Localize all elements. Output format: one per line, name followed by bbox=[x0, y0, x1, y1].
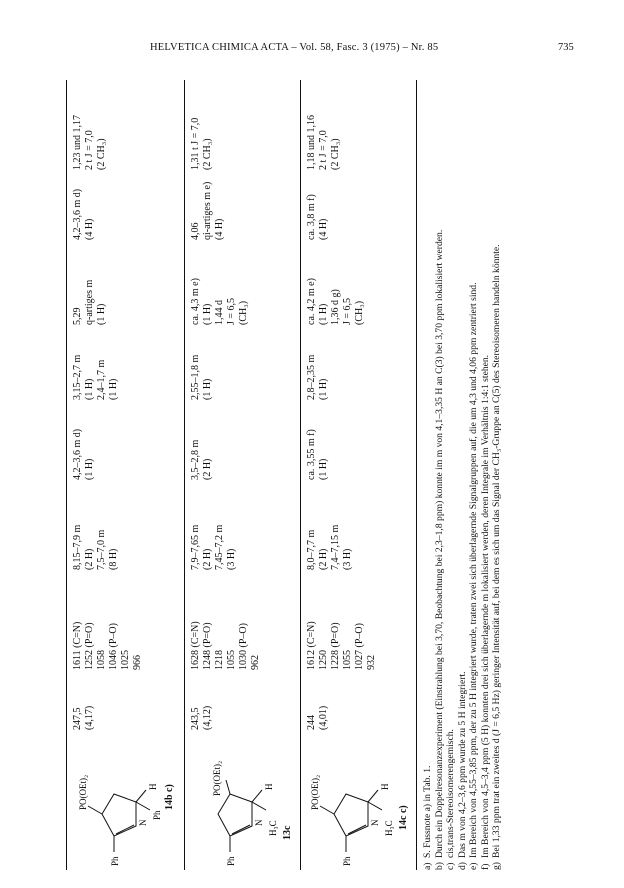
ir-cell: 1612 (C=N) 1250 1228 (P=O) 1055 1027 (P–O) 932 bbox=[306, 621, 377, 670]
nmr-col-e: 1,18 und 1,16 2 t J = 7,0 (2 CH₃) bbox=[306, 115, 341, 170]
svg-text:H: H bbox=[264, 783, 274, 790]
footnote-item: g)Bei 1,33 ppm trat ein zweites d (J = 6,5 Hz) geringer Intensität auf, bei dem es sich um das Signal der CH₃-Gruppe an C(5) des Stereoisomeren handeln könnte. bbox=[491, 244, 502, 870]
nmr-col-e: 1,31 t J = 7,0 (2 CH₃) bbox=[190, 117, 213, 170]
svg-text:Ph: Ph bbox=[342, 856, 352, 866]
aromatic-cell: 8,15–7,9 m (2 H) 7,5–7,0 m (8 H) bbox=[72, 524, 119, 570]
nmr-col-e: 1,23 und 1,17 2 t J = 7,0 (2 CH₃) bbox=[72, 115, 107, 170]
nmr-col-b: 2,55–1,8 m (1 H) bbox=[190, 354, 213, 400]
rotated-table-page bbox=[60, 80, 500, 870]
compound-label: 14b c) bbox=[164, 784, 175, 810]
nmr-col-d: 4,06 qi-artiges m e) (4 H) bbox=[190, 181, 225, 240]
nmr-col-c: ca. 4,2 m e) (1 H) 1,36 d g) J = 6,5 (CH₃) bbox=[306, 278, 365, 325]
svg-text:H: H bbox=[148, 783, 158, 790]
svg-text:H: H bbox=[380, 783, 390, 790]
svg-text:PO(OEt)₂: PO(OEt)₂ bbox=[310, 774, 320, 810]
svg-text:PO(OEt)₂: PO(OEt)₂ bbox=[212, 760, 222, 796]
page-number: 735 bbox=[558, 42, 574, 53]
nmr-col-c: ca. 4,3 m e) (1 H) 1,44 d J = 6,5 (CH₃) bbox=[190, 278, 249, 325]
footnote-item: c)cis,trans-Stereoisomerengemisch. bbox=[445, 729, 456, 870]
ir-cell: 1628 (C=N) 1248 (P=O) 1218 1055 1030 (P–O) 962 bbox=[190, 621, 261, 670]
svg-text:N: N bbox=[254, 819, 264, 826]
aromatic-cell: 7,9–7,65 m (2 H) 7,45–7,2 m (3 H) bbox=[190, 524, 237, 570]
footnotes bbox=[422, 80, 503, 870]
svg-text:N: N bbox=[370, 819, 380, 826]
structure-14c bbox=[306, 746, 412, 866]
row-rule bbox=[184, 80, 185, 870]
nmr-col-d: ca. 3,8 m f) (4 H) bbox=[306, 194, 329, 240]
table-bottom-rule bbox=[416, 80, 417, 870]
svg-text:Ph: Ph bbox=[226, 856, 236, 866]
nmr-col-b: 3,15–2,7 m (1 H) 2,4–1,7 m (1 H) bbox=[72, 354, 119, 400]
compound-label: 13c bbox=[282, 825, 293, 840]
svg-text:Ph: Ph bbox=[152, 810, 162, 820]
svg-text:H₃C: H₃C bbox=[384, 820, 394, 836]
table-top-rule bbox=[66, 80, 67, 870]
svg-text:N: N bbox=[138, 819, 148, 826]
nmr-col-b: 2,8–2,35 m (1 H) bbox=[306, 354, 329, 400]
nmr-col-c: 5,29 q-artiges m (1 H) bbox=[72, 279, 107, 325]
nmr-col-a: 3,5–2,8 m (2 H) bbox=[190, 439, 213, 480]
mass-cell: 243,5 (4,12) bbox=[190, 705, 213, 730]
mass-cell: 244 (4,01) bbox=[306, 705, 329, 730]
running-header bbox=[0, 40, 624, 60]
footnote-item: d)Das m von 4,2–3,6 ppm wurde zu 5 H integriert. bbox=[456, 671, 468, 870]
footnote-item: a)S. Fussnote a) in Tab. 1. bbox=[422, 765, 433, 870]
svg-text:H₃C: H₃C bbox=[268, 820, 278, 836]
structure-13c bbox=[190, 746, 296, 866]
nmr-col-d: 4,2–3,6 m d) (4 H) bbox=[72, 188, 95, 240]
aromatic-cell: 8,0–7,7 m (2 H) 7,4–7,15 m (3 H) bbox=[306, 524, 353, 570]
footnote-item: f)Im Bereich von 4,5–3,4 ppm (5 H) konnten drei sich überlagernde m lokalisiert werden, deren Integrale im Verhältnis 1:4:1 stehen. bbox=[479, 354, 491, 870]
row-rule bbox=[300, 80, 301, 870]
mass-cell: 247,5 (4,17) bbox=[72, 705, 95, 730]
ir-cell: 1611 (C=N) 1252 (P=O) 1058 1046 (P–O) 1025 966 bbox=[72, 621, 143, 670]
compound-label: 14c c) bbox=[398, 805, 409, 830]
nmr-col-a: ca. 3,55 m f) (1 H) bbox=[306, 429, 329, 480]
nmr-col-a: 4,2–3,6 m d) (1 H) bbox=[72, 428, 95, 480]
running-head: HELVETICA CHIMICA ACTA – Vol. 58, Fasc. 3 (1975) – Nr. 85 bbox=[150, 42, 439, 53]
footnote-item: e)Im Bereich von 4,55–3,85 ppm, der zu 5 H integriert wurde, traten zwei sich überlagernde Signalgruppen auf, die um 4,3 und 4,06 ppm zentriert sind. bbox=[468, 282, 479, 870]
svg-text:PO(OEt)₂: PO(OEt)₂ bbox=[78, 774, 88, 810]
footnote-item: b)Durch ein Doppelresonanzexperiment (Einstrahlung bei 3,70, Beobachtung bei 2,3–1,8 ppm) konnte im m von 4,1–3,35 H an C(3) bei 3,70 ppm lokalisiert werden. bbox=[433, 229, 445, 870]
svg-text:Ph: Ph bbox=[110, 856, 120, 866]
